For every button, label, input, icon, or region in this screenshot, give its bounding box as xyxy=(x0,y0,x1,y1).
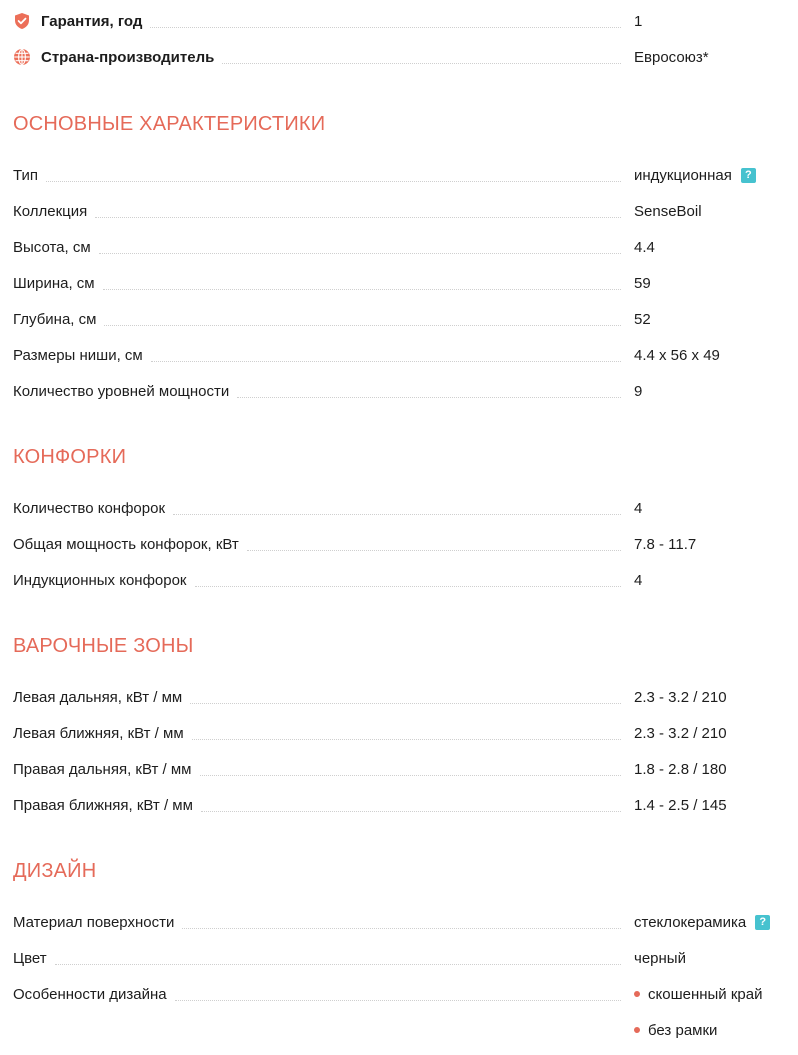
dotted-leader xyxy=(222,63,621,64)
globe-icon xyxy=(13,48,31,66)
dotted-leader xyxy=(151,361,621,362)
spec-label: Левая ближняя, кВт / мм xyxy=(13,724,184,742)
dotted-leader xyxy=(195,586,622,587)
spec-label: Материал поверхности xyxy=(13,913,175,931)
spec-value: Евросоюз* xyxy=(634,48,709,66)
dotted-leader xyxy=(237,397,621,398)
spec-value: индукционная xyxy=(634,166,732,184)
spec-value: 7.8 - 11.7 xyxy=(634,535,697,553)
dotted-leader xyxy=(175,1000,621,1001)
spec-label: Особенности дизайна xyxy=(13,985,167,1003)
spec-label: Высота, см xyxy=(13,238,91,256)
bullet-icon xyxy=(634,1027,640,1033)
spec-value: 52 xyxy=(634,310,651,328)
spec-row xyxy=(0,679,798,715)
dotted-leader xyxy=(104,325,621,326)
bullet-icon xyxy=(634,991,640,997)
spec-label: Правая ближняя, кВт / мм xyxy=(13,796,193,814)
section-title-burners: КОНФОРКИ xyxy=(13,446,127,468)
spec-label: Индукционных конфорок xyxy=(13,571,187,589)
spec-label: Левая дальняя, кВт / мм xyxy=(13,688,183,706)
shield-check-icon xyxy=(13,12,31,30)
spec-row-continued xyxy=(0,1012,798,1048)
spec-value: 2.3 - 3.2 / 210 xyxy=(634,688,727,706)
spec-value: без рамки xyxy=(648,1021,718,1039)
spec-value: 4 xyxy=(634,499,643,517)
spec-label: Количество уровней мощности xyxy=(13,382,230,400)
spec-label: Гарантия, год xyxy=(41,12,143,30)
spec-row xyxy=(0,976,798,1012)
spec-label: Глубина, см xyxy=(13,310,97,328)
dotted-leader xyxy=(190,703,621,704)
spec-value: 1.4 - 2.5 / 145 xyxy=(634,796,727,814)
spec-value: 9 xyxy=(634,382,643,400)
spec-row xyxy=(0,157,798,193)
spec-row xyxy=(0,940,798,976)
dotted-leader xyxy=(192,739,621,740)
spec-label: Общая мощность конфорок, кВт xyxy=(13,535,239,553)
spec-row xyxy=(0,562,798,598)
dotted-leader xyxy=(150,27,621,28)
section-title-design: ДИЗАЙН xyxy=(13,860,97,882)
dotted-leader xyxy=(103,289,621,290)
dotted-leader xyxy=(55,964,621,965)
section-title-main: ОСНОВНЫЕ ХАРАКТЕРИСТИКИ xyxy=(13,113,326,135)
dotted-leader xyxy=(95,217,621,218)
spec-label: Размеры ниши, см xyxy=(13,346,143,364)
spec-row-country xyxy=(0,39,798,75)
dotted-leader xyxy=(182,928,621,929)
spec-label: Коллекция xyxy=(13,202,88,220)
section-title-zones: ВАРОЧНЫЕ ЗОНЫ xyxy=(13,635,194,657)
spec-value: 4.4 x 56 x 49 xyxy=(634,346,720,364)
spec-label: Цвет xyxy=(13,949,47,967)
dotted-leader xyxy=(201,811,621,812)
spec-row-warranty xyxy=(0,3,798,39)
spec-row xyxy=(0,751,798,787)
help-icon[interactable]: ? xyxy=(755,915,770,930)
spec-label: Ширина, см xyxy=(13,274,95,292)
dotted-leader xyxy=(99,253,621,254)
spec-row xyxy=(0,301,798,337)
spec-value: скошенный край xyxy=(648,985,763,1003)
spec-label: Количество конфорок xyxy=(13,499,166,517)
spec-value: черный xyxy=(634,949,686,967)
spec-value: стеклокерамика xyxy=(634,913,747,931)
dotted-leader xyxy=(200,775,622,776)
spec-label: Страна-производитель xyxy=(41,48,215,66)
spec-row xyxy=(0,904,798,940)
spec-row xyxy=(0,715,798,751)
spec-value: 1 xyxy=(634,12,643,30)
spec-row xyxy=(0,265,798,301)
spec-row xyxy=(0,373,798,409)
spec-row xyxy=(0,193,798,229)
dotted-leader xyxy=(173,514,621,515)
spec-row xyxy=(0,526,798,562)
spec-value: 59 xyxy=(634,274,651,292)
spec-label: Тип xyxy=(13,166,39,184)
help-icon[interactable]: ? xyxy=(741,168,756,183)
spec-value: 4.4 xyxy=(634,238,655,256)
spec-value: 1.8 - 2.8 / 180 xyxy=(634,760,727,778)
dotted-leader xyxy=(247,550,621,551)
spec-value: 2.3 - 3.2 / 210 xyxy=(634,724,727,742)
dotted-leader xyxy=(46,181,621,182)
spec-row xyxy=(0,787,798,823)
spec-value: SenseBoil xyxy=(634,202,702,220)
spec-row xyxy=(0,490,798,526)
spec-label: Правая дальняя, кВт / мм xyxy=(13,760,192,778)
spec-value: 4 xyxy=(634,571,643,589)
spec-row xyxy=(0,337,798,373)
spec-row xyxy=(0,229,798,265)
